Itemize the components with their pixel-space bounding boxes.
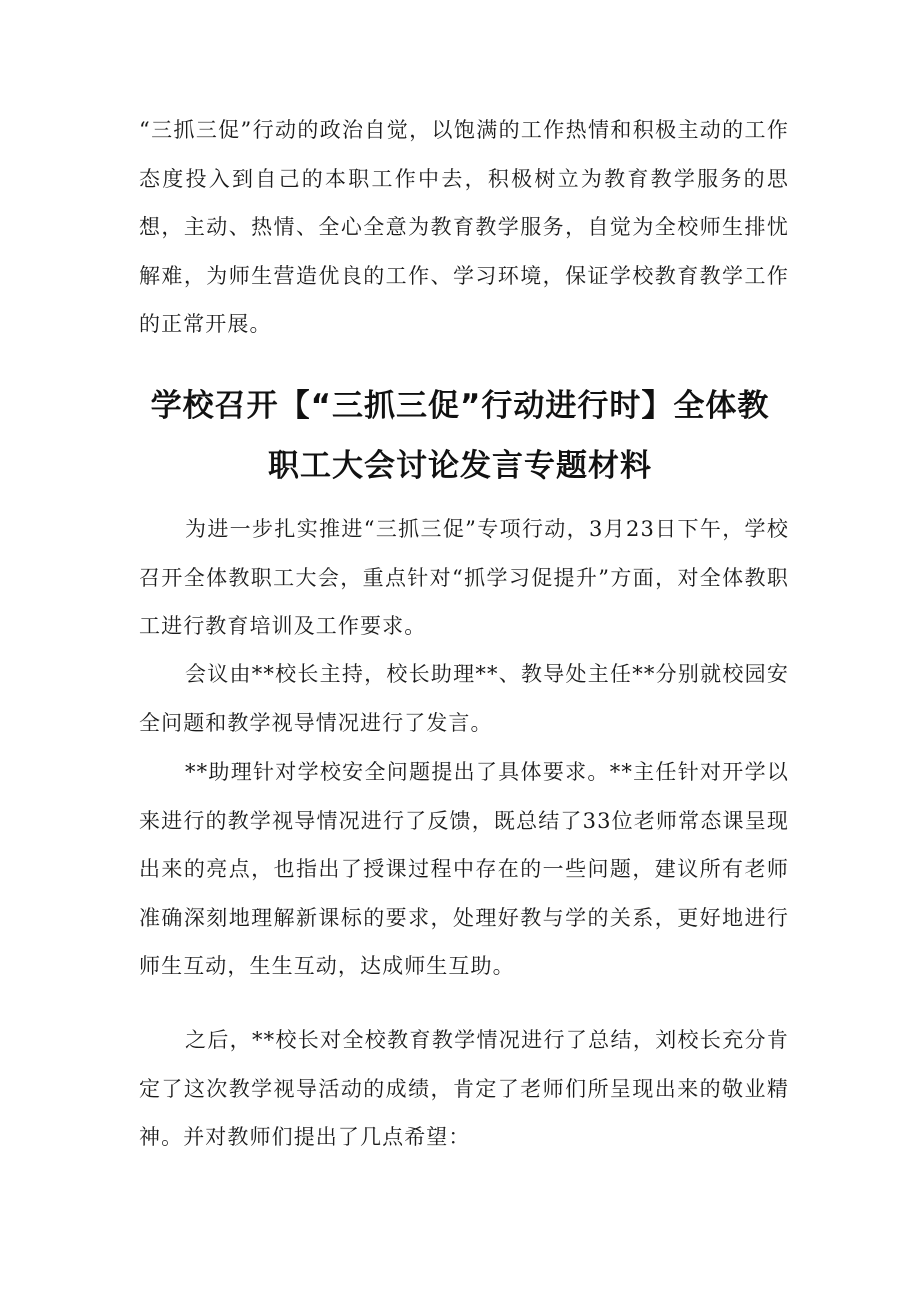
body-paragraph-meeting-purpose: 为进一步扎实推进“三抓三促”专项行动，3月23日下午，学校召开全体教职工大会，重点针对“抓学习促提升”方面，对全体教职工进行教育培训及工作要求。: [139, 517, 789, 638]
document-title: [120, 382, 800, 490]
body-paragraph-principal-summary: 之后，**校长对全校教育教学情况进行了总结，刘校长充分肯定了这次教学视导活动的成绩，肯定了老师们所呈现出来的敬业精神。并对教师们提出了几点希望：: [139, 1028, 789, 1149]
body-paragraph-meeting-host: 会议由**校长主持，校长助理**、教导处主任**分别就校园安全问题和教学视导情况进行了发言。: [139, 662, 789, 735]
body-paragraph-safety-and-supervision: **助理针对学校安全问题提出了具体要求。**主任针对开学以来进行的教学视导情况进行了反馈，既总结了33位老师常态课呈现出来的亮点，也指出了授课过程中存在的一些问题，建议所有老师准确深刻地理解新课标的要求，处理好教与学的关系，更好地进行师生互动，生生互动，达成师生互助。: [139, 760, 789, 978]
title-line-2: 职工大会讨论发言专题材料: [268, 448, 652, 484]
title-line-1: 学校召开【“三抓三促”行动进行时】全体教: [150, 388, 770, 424]
intro-paragraph: “三抓三促”行动的政治自觉，以饱满的工作热情和积极主动的工作态度投入到自己的本职工作中去，积极树立为教育教学服务的思想，主动、热情、全心全意为教育教学服务，自觉为全校师生排忧解难，为师生营造优良的工作、学习环境，保证学校教育教学工作的正常开展。: [139, 118, 789, 336]
